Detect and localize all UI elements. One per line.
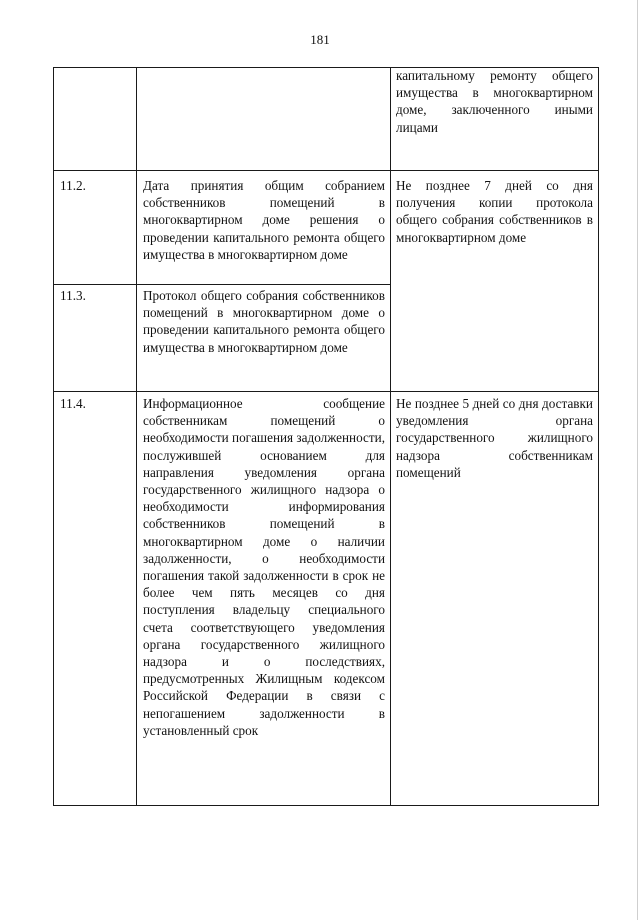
table-row-11-3-description: Протокол общего собрания собственников помещений в многоквартирном доме о проведении капитального ремонта общего имущества в многоквартирном доме [143, 288, 385, 355]
scan-edge [637, 0, 638, 920]
page-number: 181 [310, 32, 330, 47]
table-divider-col2 [390, 67, 391, 806]
table-row-11-2-description: Дата принятия общим собранием собственников помещений в многоквартирном доме решения о проведении капитального ремонта общего имущества в многоквартирном доме [143, 178, 385, 262]
table-row-continuation-deadline: капитальному ремонту общего имущества в многоквартирном доме, заключенного иными лицами [396, 68, 593, 135]
table-row-11-4-description: Информационное сообщение собственникам помещений о необходимости погашения задолженности, послужившей основанием для направления уведомления органа государственного жилищного надзора о необходимости информирования собственников помещений в многоквартирном доме о наличии задолженности, о необходимости погашения такой задолженности в срок не более чем пять месяцев со дня поступления владельцу специального счета соответствующего уведомления органа государственного жилищного надзора и о последствиях, предусмотренных Жилищным кодексом Российской Федерации в связи с непогашением задолженности в установленный срок [143, 396, 385, 738]
row-separator-1 [53, 170, 599, 171]
table-divider-col1 [136, 67, 137, 806]
row-separator-3 [53, 391, 599, 392]
table-row-11-2-number: 11.2. [60, 178, 86, 193]
table-row-11-4-deadline: Не позднее 5 дней со дня доставки уведомления органа государственного жилищного надзора собственникам помещений [396, 396, 593, 480]
table-border-bottom [53, 805, 599, 806]
table-row-11-4-number: 11.4. [60, 396, 86, 411]
table-border-right [598, 67, 599, 806]
row-separator-2 [53, 284, 391, 285]
table-row-11-3-number: 11.3. [60, 288, 86, 303]
table-row-11-2-deadline: Не позднее 7 дней со дня получения копии протокола общего собрания собственников в многоквартирном доме [396, 178, 593, 245]
table-border-left [53, 67, 54, 806]
